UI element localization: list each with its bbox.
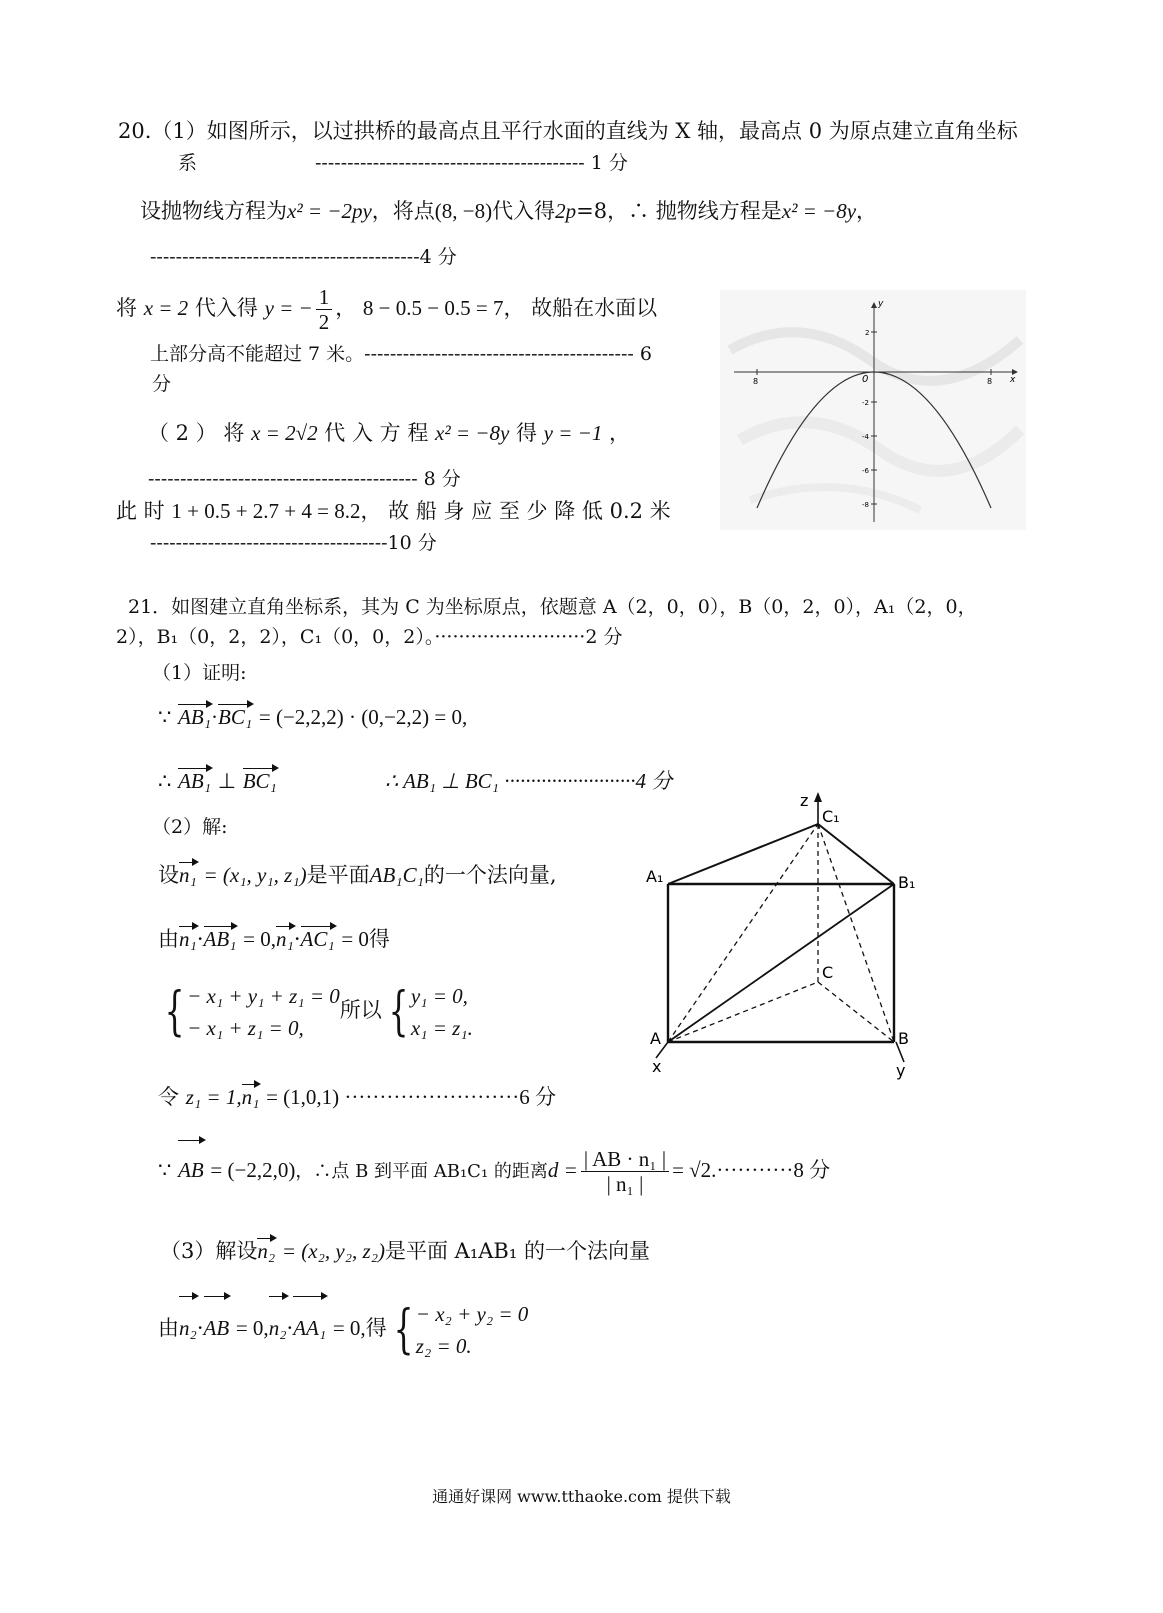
y-tick: -4 — [862, 433, 869, 441]
origin-label: 0 — [862, 374, 869, 385]
p20-line-4: ------------------------------------------4 分 — [150, 246, 457, 268]
prism-diagram — [632, 790, 922, 1090]
z-axis-label: z — [800, 791, 809, 810]
vertex-c: C — [822, 963, 834, 982]
vertex-b: B — [898, 1029, 909, 1048]
p21-line-12: （3）解设n₂ = (x₂, y₂, z₂)是平面 A₁AB₁ 的一个法向量 — [160, 1239, 650, 1263]
vertex-a: A — [650, 1029, 661, 1048]
p21-line-7: 设n₁ = (x₁, y₁, z₁)是平面AB₁C₁的一个法向量, — [158, 863, 557, 887]
y-tick: -2 — [862, 399, 869, 407]
x-axis-label: x — [652, 1057, 662, 1076]
p20-line-3: 设抛物线方程为x² = −2py，将点(8, −8)代入得2p=8，∴ 抛物线方程是x² = −8y， — [140, 199, 878, 223]
p21-line-4: ∵ AB₁·BC₁ = (−2,2,2) · (0,−2,2) = 0, — [158, 705, 468, 729]
y-axis-label: y — [896, 1061, 906, 1080]
p20-line-6: 上部分高不能超过 7 米。------------------------------------------ 6 — [150, 343, 652, 365]
p21-line-9: { − x₁ + y₁ + z₁ = 0 − x₁ + z₁ = 0, 所以 { y₁ = 0, x₁ = z₁. — [164, 981, 473, 1042]
p20-line-5: 将 x = 2 代入得 y = − $\frac{1}{2}$ ， 8 − 0.5 − 0.5 = 7， 故船在水面以 — [116, 285, 658, 334]
vertex-b1: B₁ — [898, 873, 916, 892]
x-axis-label: x — [1010, 375, 1016, 385]
p21-line-1: 21．如图建立直角坐标系，其为 C 为坐标原点，依题意 A（2，0，0），B（0，2，0），A₁（2，0， — [128, 596, 977, 618]
p20-line-2: 系 ------------------------------------------ 1 分 — [178, 152, 628, 174]
p21-line-3: （1）证明: — [152, 662, 247, 684]
parabola-graph — [720, 290, 1026, 530]
p21-line-2: 2），B₁（0，2，2），C₁（0，0，2）。·························2 分 — [116, 626, 623, 648]
p21-line-8: 由n₁·AB₁ = 0,n₁·AC₁ = 0得 — [158, 927, 390, 951]
p21-line-5: ∴ AB₁ ⊥ BC₁ ∴ AB₁ ⊥ BC₁ ·························4 分 — [158, 769, 673, 793]
footer-credit: 通通好课网 www.tthaoke.com 提供下载 — [432, 1487, 731, 1506]
p20-line-11: -------------------------------------10 分 — [150, 532, 437, 554]
vertex-a1: A₁ — [646, 867, 664, 886]
p20-line-10: 此 时 1 + 0.5 + 2.7 + 4 = 8.2， 故 船 身 应 至 少 降 低 0.2 米 — [116, 499, 671, 523]
p20-line-8: （ 2 ） 将 x = 2√2 代 入 方 程 x² = −8y 得 y = −1 ， — [148, 421, 631, 445]
p21-line-10: 令 z₁ = 1,n₁ = (1,0,1) ·························6 分 — [158, 1085, 557, 1109]
y-axis-label: y — [878, 299, 884, 309]
vertex-c1: C₁ — [822, 807, 840, 826]
y-tick: 2 — [865, 329, 870, 337]
x-tick-left: 8 — [753, 377, 759, 386]
p20-line-7: 分 — [152, 373, 172, 395]
x-tick-right: 8 — [987, 377, 993, 386]
p21-line-6: （2）解: — [152, 816, 228, 838]
p21-line-11: ∵ AB = (−2,2,0)，∴点 B 到平面 AB₁C₁ 的距离d = $\frac{\text{| AB · n₁ |}}{\text{| n₁ |}}$ = √2.···········8 分 — [158, 1140, 830, 1202]
p20-line-9: ------------------------------------------ 8 分 — [148, 468, 461, 490]
p21-line-13: 由n₂·AB = 0,n₂·AA₁ = 0,得 { − x₂ + y₂ = 0 z₂ = 0. — [158, 1296, 528, 1362]
y-tick: -8 — [862, 501, 869, 509]
y-tick: -6 — [862, 467, 869, 475]
p20-line-1: 20.（1）如图所示，以过拱桥的最高点且平行水面的直线为 X 轴，最高点 0 为原点建立直角坐标 — [118, 119, 1018, 143]
